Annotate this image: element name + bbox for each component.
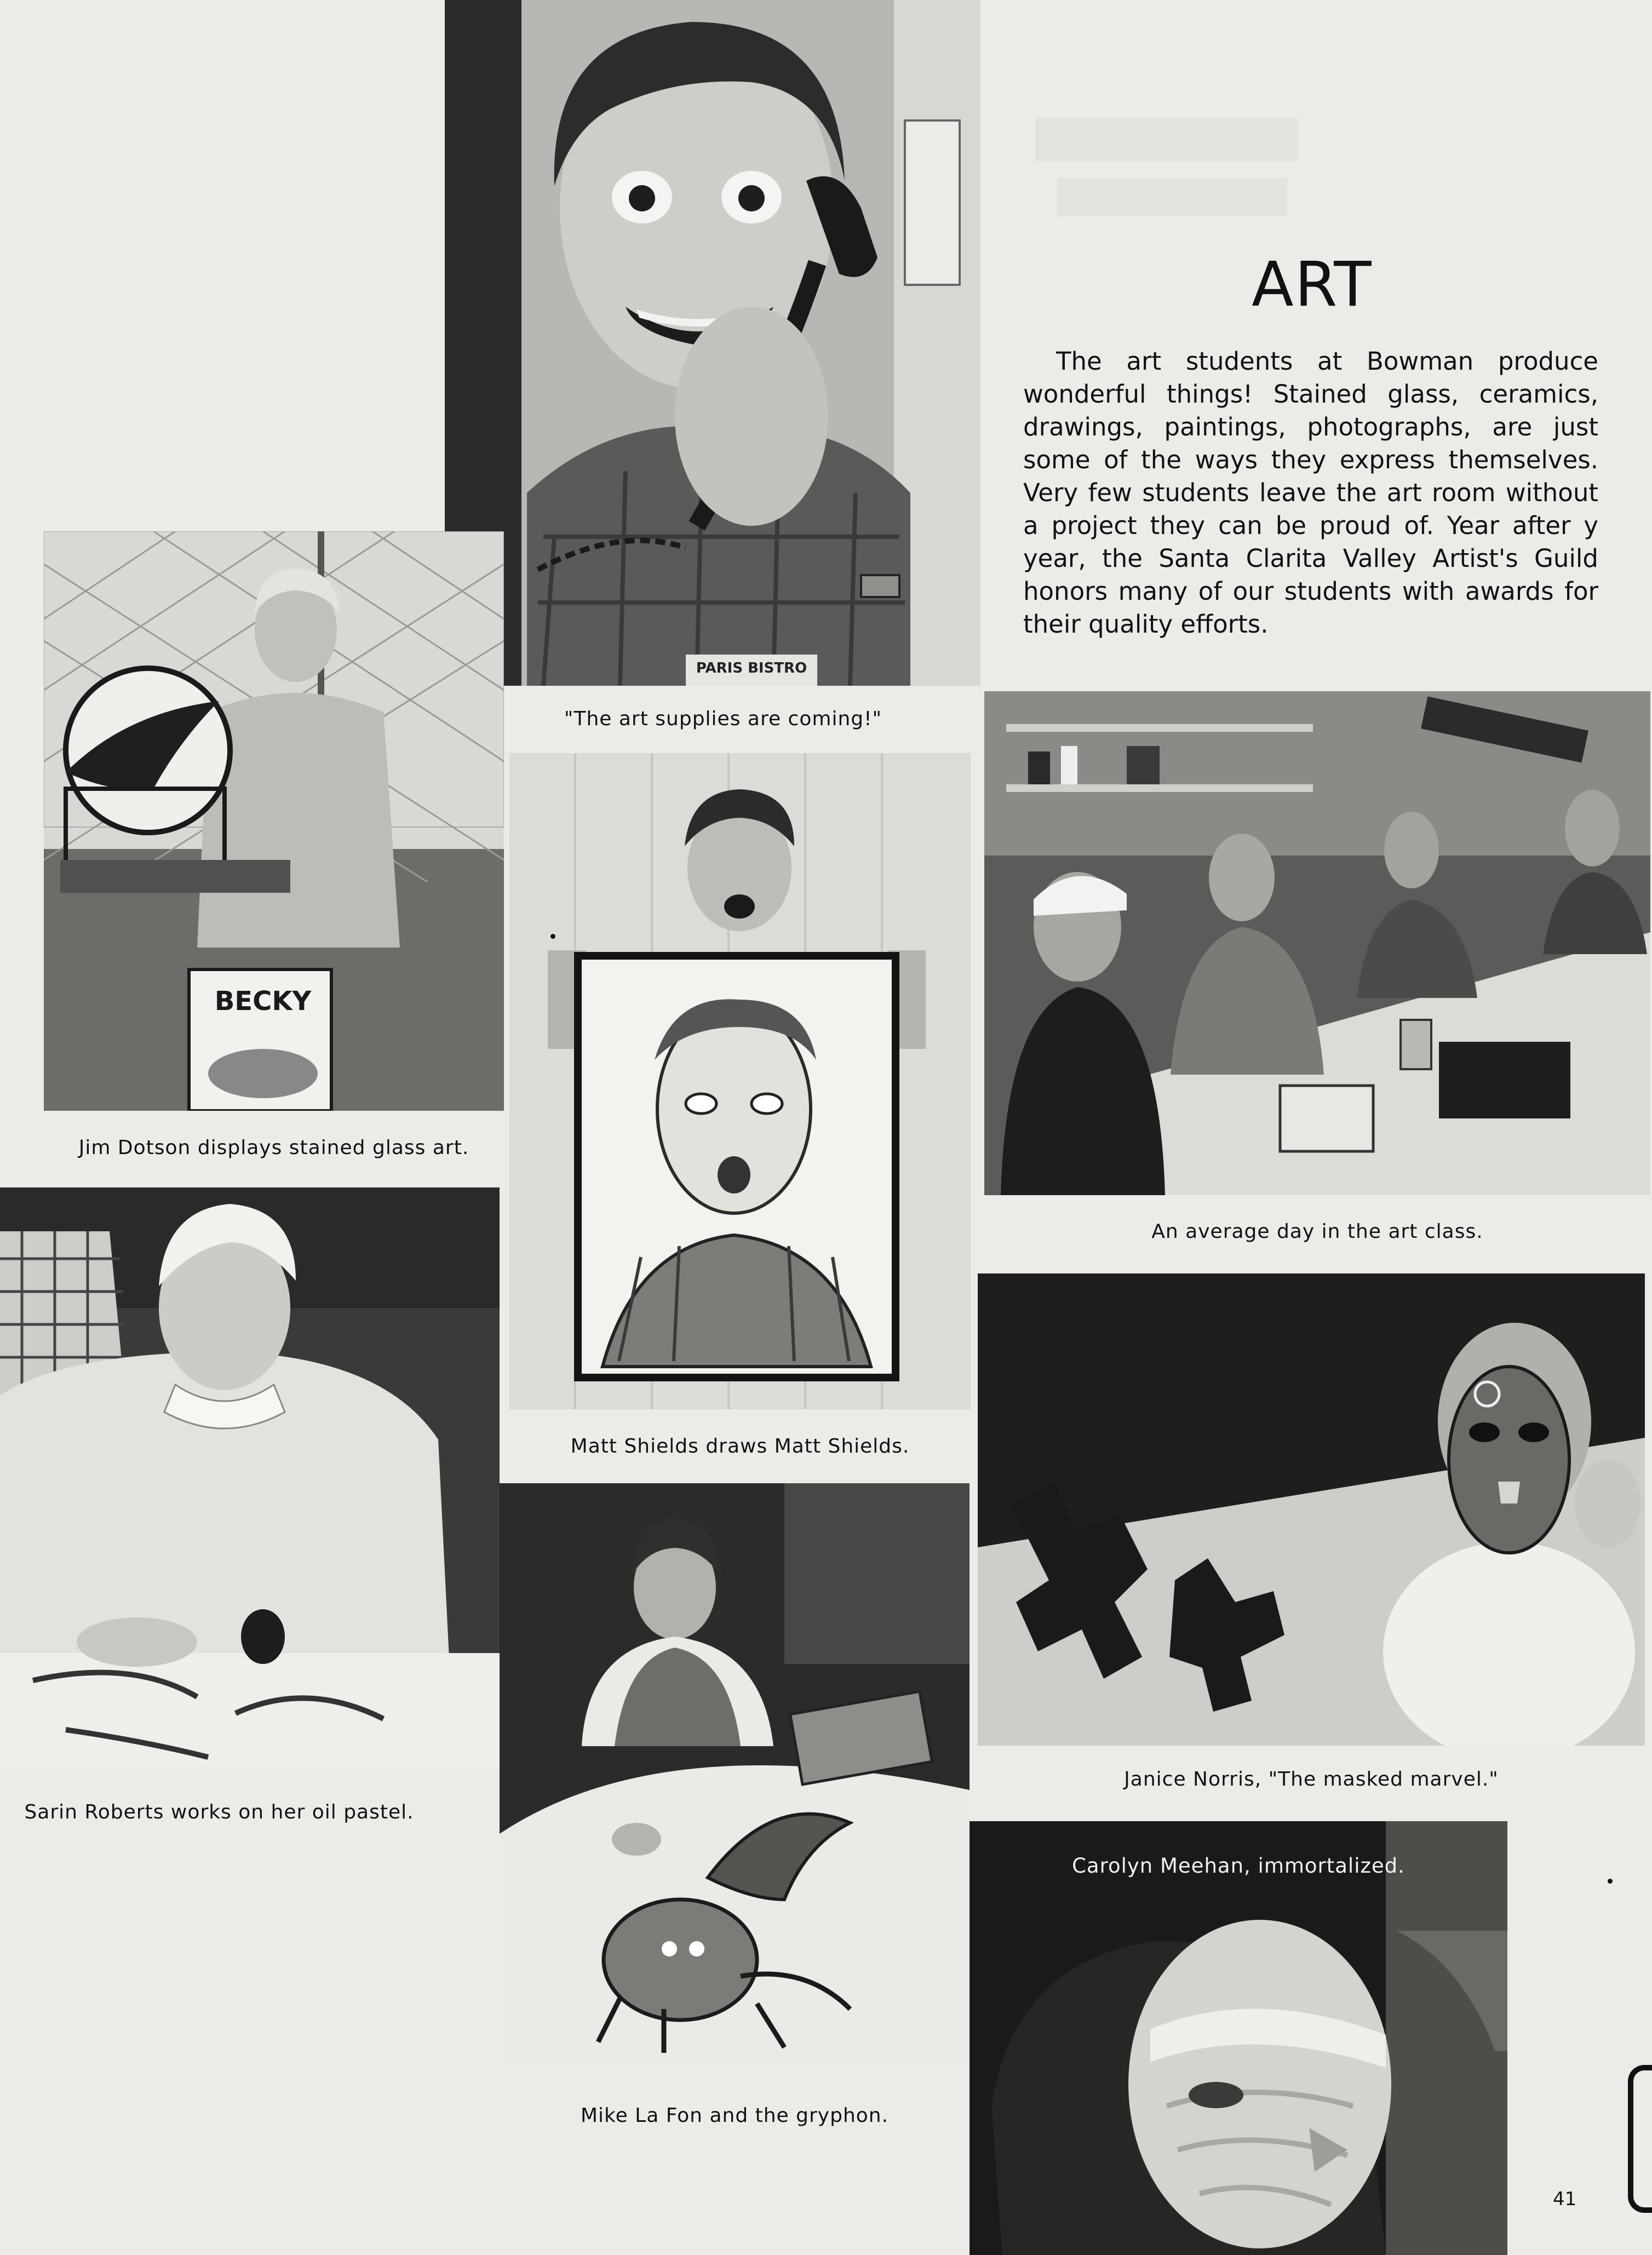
photo-matt-shields [509,753,971,1409]
caption-art-class: An average day in the art class. [1151,1220,1483,1243]
photo-teacher-on-phone [445,0,980,686]
roberts-photo-drawing [0,1187,500,1768]
photo-janice-norris [978,1273,1645,1746]
caption-jim-dotson: Jim Dotson displays stained glass art. [78,1137,469,1159]
classroom-photo-drawing [984,691,1650,1195]
caption-janice-norris: Janice Norris, "The masked marvel." [1124,1768,1499,1791]
teacher-photo-drawing [445,0,980,686]
caption-sarin-roberts: Sarin Roberts works on her oil pastel. [24,1801,414,1823]
shields-photo-drawing [509,753,971,1409]
photo-sarin-roberts [0,1187,500,1768]
photo-carolyn-meehan [970,1821,1507,2255]
caption-matt-shields: Matt Shields draws Matt Shields. [570,1435,910,1458]
photo-mike-la-fon [500,1483,970,2065]
page-title: ART [1252,249,1373,320]
caption-carolyn-meehan: Carolyn Meehan, immortalized. [1072,1854,1405,1878]
norris-photo-drawing [978,1273,1645,1746]
bleed-through-smudge [1024,96,1331,238]
intro-paragraph: The art students at Bowman produce wonderful things! Stained glass, ceramics, drawings, paintings, photographs, are just some of the ways they express themselves. Very few students leave the art room without a project they can be proud of. Year after y year, the Santa Clarita Valley Artist's Guild honors many of our students with awards for their quality efforts. [1023,347,1598,639]
bleed-through-shadow [1024,96,1331,245]
apron-badge-text: PARIS BISTRO [696,660,807,676]
dotson-photo-drawing [44,531,504,1111]
speck-dot [1608,1879,1613,1884]
meehan-photo-drawing [970,1821,1507,2255]
photo-art-class [984,691,1650,1195]
lafon-photo-drawing [500,1483,970,2065]
photo-jim-dotson [44,531,504,1111]
becky-sign: BECKY [214,986,312,1017]
speck-dot [550,934,555,939]
page-edge-mark [1628,2065,1652,2213]
page-number: 41 [1553,2188,1577,2210]
caption-teacher-phone: "The art supplies are coming!" [564,708,882,730]
caption-mike-la-fon: Mike La Fon and the gryphon. [580,2104,889,2127]
